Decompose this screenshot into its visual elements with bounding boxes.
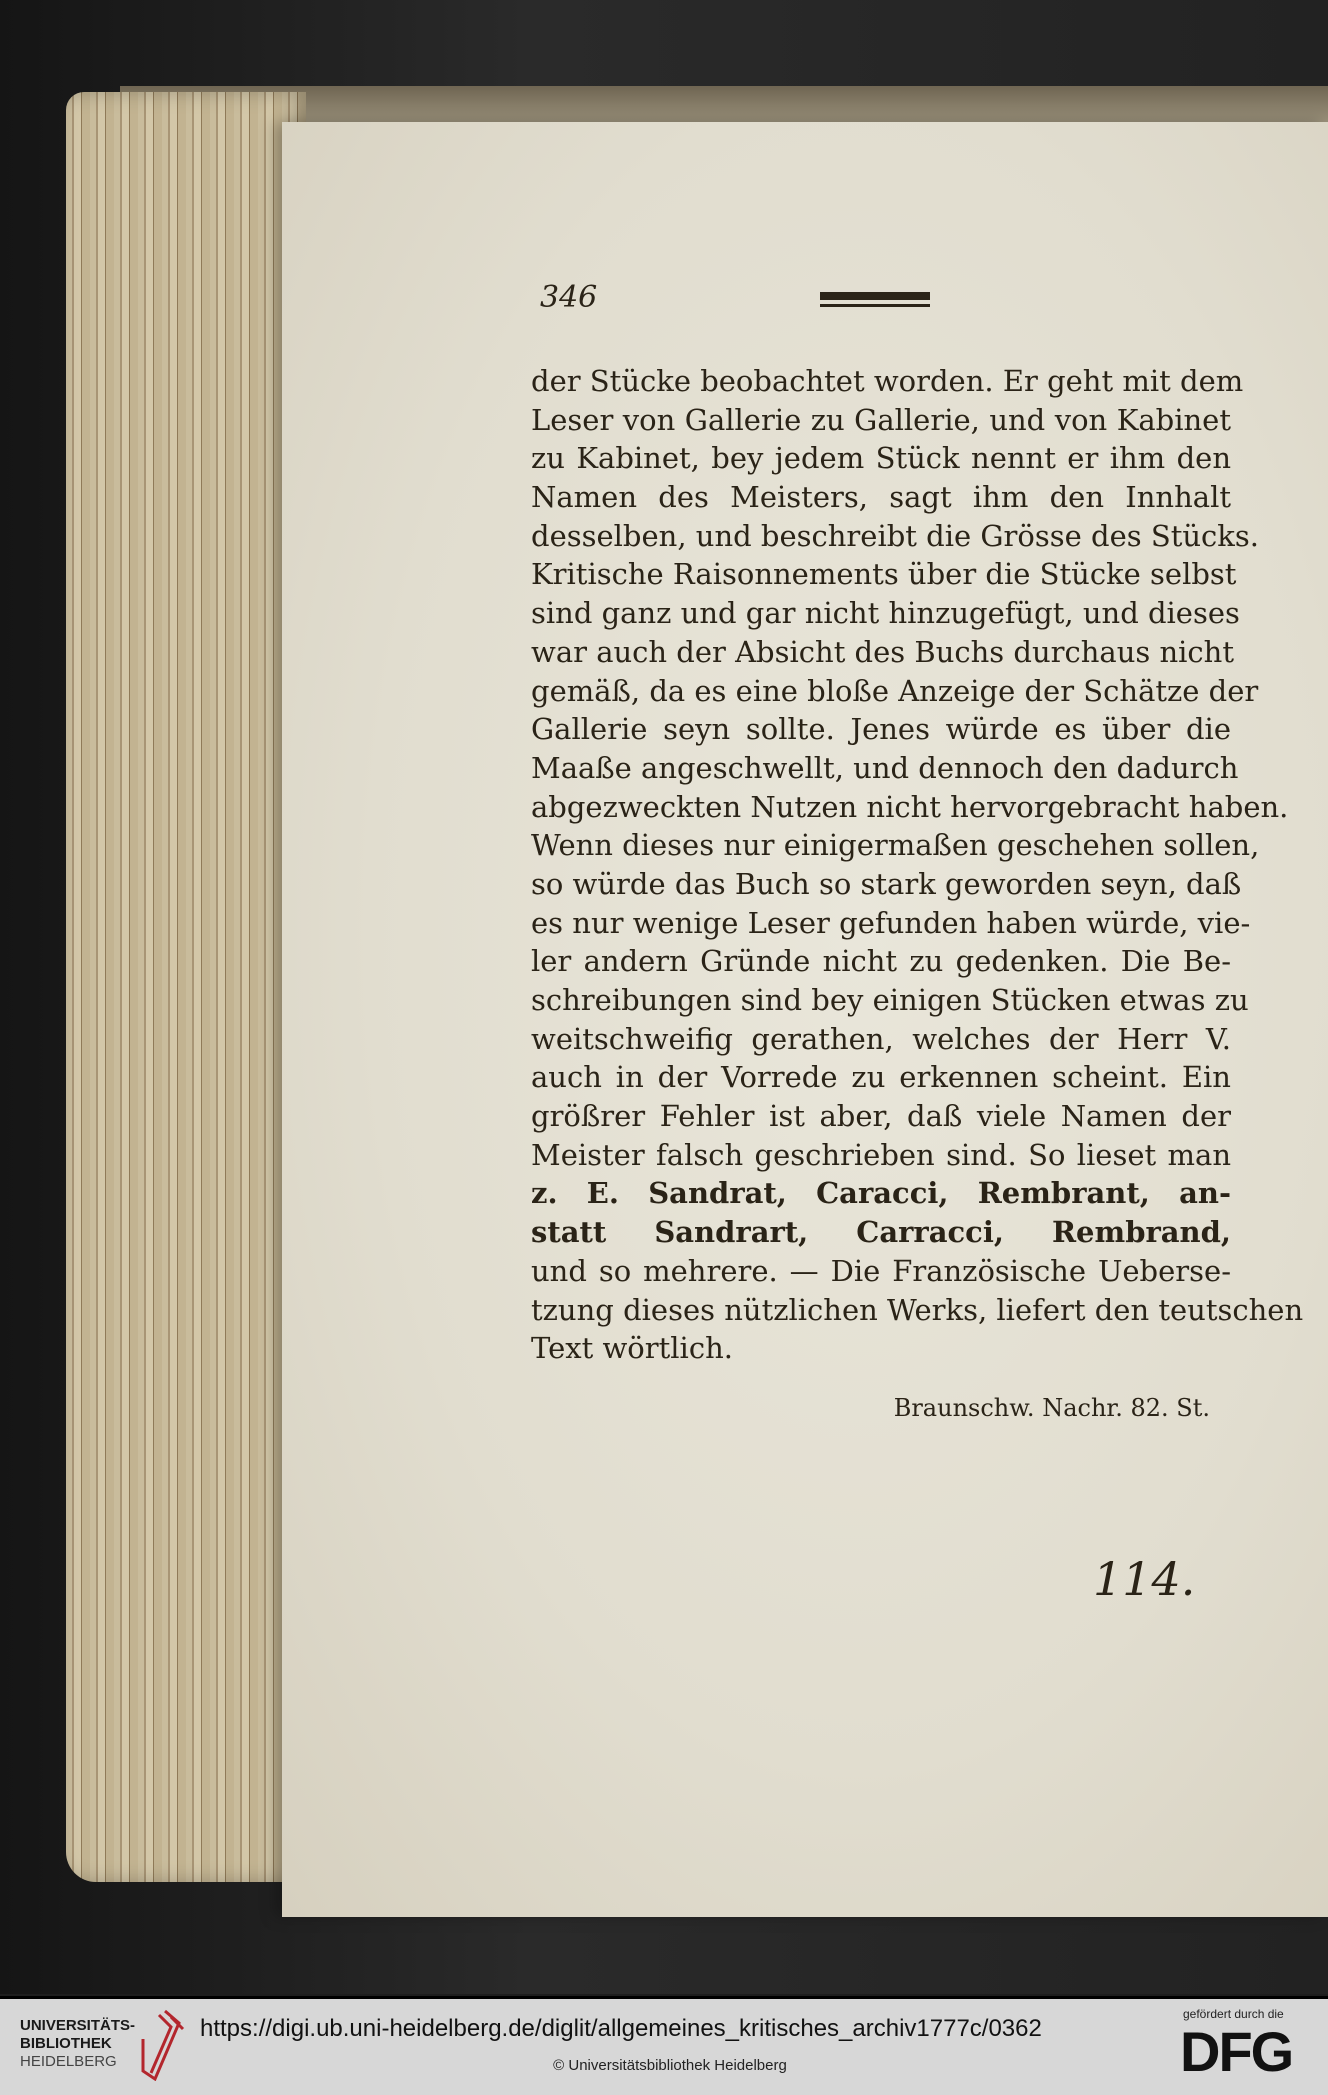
text-line: es nur wenige Leser gefunden haben würde, vie- [531, 905, 1251, 940]
header-rule-thin [820, 304, 930, 307]
copyright-text: © Universitätsbibliothek Heidelberg [553, 2057, 787, 2074]
dfg-logo[interactable]: DFG [1180, 2020, 1293, 2083]
text-line: desselben, und beschreibt die Grösse des Stücks. [531, 518, 1259, 553]
text-line: ler andern Gründe nicht zu gedenken. Die Be- [531, 944, 1231, 979]
text-line: sind ganz und gar nicht hinzugefügt, und dieses [531, 596, 1240, 631]
text-line: zu Kabinet, bey jedem Stück nennt er ihm den [531, 441, 1231, 476]
text-line: Maaße angeschwellt, und dennoch den dadurch [531, 750, 1239, 785]
text-line: weitschweifig gerathen, welches der Herr V. [531, 1021, 1231, 1056]
text-line: war auch der Absicht des Buchs durchaus nicht [531, 634, 1235, 669]
text-line: tzung dieses nützlichen Werks, liefert den teutschen [531, 1292, 1304, 1327]
page-number: 346 [540, 280, 598, 315]
text-line: Text wörtlich. [531, 1331, 733, 1366]
library-name-line2: BIBLIOTHEK [20, 2035, 112, 2052]
text-line: so würde das Buch so stark geworden seyn, daß [531, 866, 1242, 901]
funded-by-label: gefördert durch die [1183, 2007, 1284, 2021]
permalink-url[interactable]: https://digi.ub.uni-heidelberg.de/diglit/allgemeines_kritisches_archiv1777c/0362 [200, 2015, 1042, 2042]
text-line: Gallerie seyn sollte. Jenes würde es über die [531, 712, 1231, 747]
book-fore-edge [66, 92, 306, 1882]
text-line: statt Sandrart, Carracci, Rembrand, [531, 1215, 1231, 1250]
text-line: der Stücke beobachtet worden. Er geht mit dem [531, 364, 1244, 398]
signature-mark: 114. [1093, 1552, 1196, 1606]
text-line: Kritische Raisonnements über die Stücke selbst [531, 557, 1237, 592]
library-name-line1: UNIVERSITÄTS- [20, 2017, 136, 2034]
text-line: Meister falsch geschrieben sind. So lieset man [531, 1137, 1231, 1172]
header-rule [820, 292, 930, 300]
text-line: und so mehrere. — Die Französische Ueberse- [531, 1253, 1231, 1288]
text-line: abgezweckten Nutzen nicht hervorgebracht haben. [531, 789, 1289, 824]
text-line: größrer Fehler ist aber, daß viele Namen der [531, 1099, 1231, 1134]
text-line: schreibungen sind bey einigen Stücken etwas zu [531, 983, 1249, 1017]
library-name-line3: HEIDELBERG [20, 2053, 117, 2070]
text-line: z. E. Sandrat, Caracci, Rembrant, an- [531, 1176, 1231, 1211]
source-citation: Braunschw. Nachr. 82. St. [893, 1394, 1210, 1422]
text-line: Leser von Gallerie zu Gallerie, und von Kabinet [531, 402, 1231, 437]
text-line: Namen des Meisters, sagt ihm den Innhalt [531, 480, 1231, 515]
text-line: auch in der Vorrede zu erkennen scheint. Ein [531, 1060, 1231, 1095]
text-line: gemäß, da es eine bloße Anzeige der Schätze der [531, 673, 1259, 708]
footer-bar [0, 1996, 1328, 2095]
text-line: Wenn dieses nur einigermaßen geschehen sollen, [531, 828, 1260, 863]
body-text [531, 362, 1304, 1368]
